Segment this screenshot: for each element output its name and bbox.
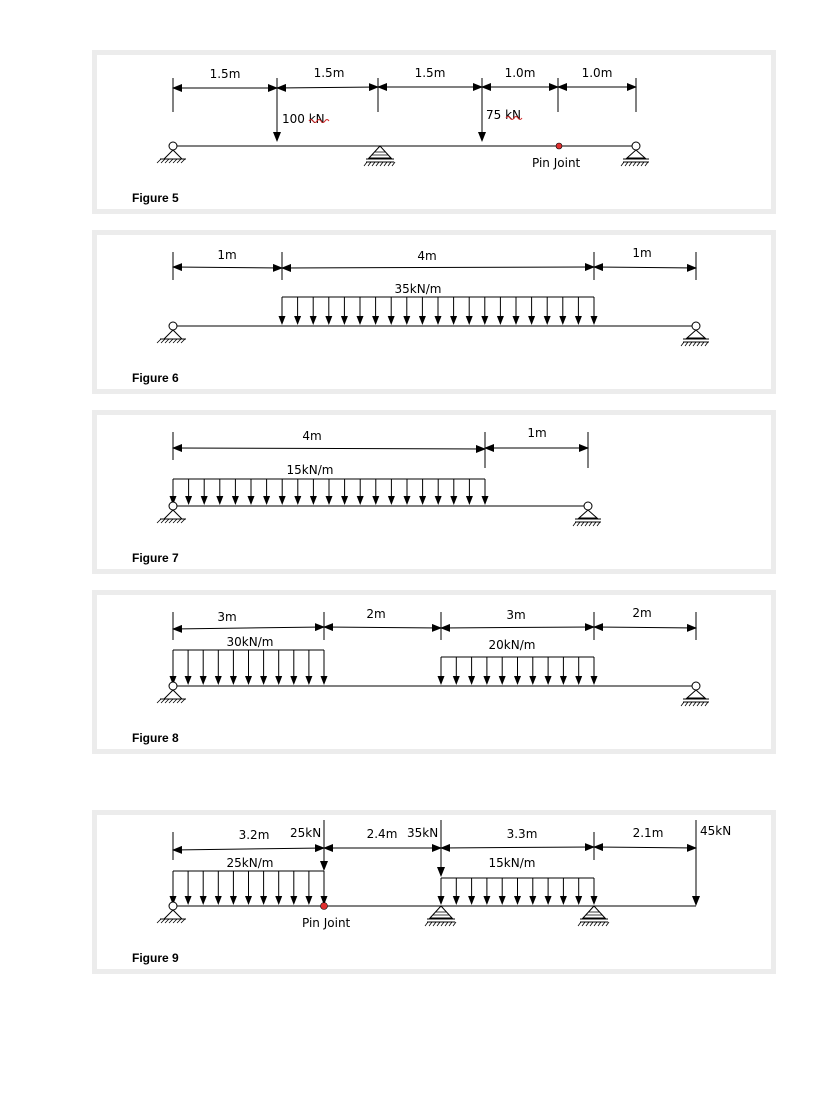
figure-caption: Figure 5 bbox=[132, 191, 179, 205]
point-load-label: 25kN bbox=[290, 826, 322, 840]
figure-9-diagram bbox=[92, 810, 776, 974]
middle-support bbox=[425, 906, 456, 926]
figure-5-diagram bbox=[92, 50, 776, 214]
middle-support bbox=[578, 906, 609, 926]
dim-label: 1m bbox=[217, 248, 237, 262]
pin-support bbox=[157, 502, 186, 523]
udl-label: 15kN/m bbox=[286, 463, 334, 477]
udl-label: 20kN/m bbox=[488, 638, 536, 652]
udl-arrow-head bbox=[419, 496, 426, 505]
udl-block bbox=[170, 479, 489, 505]
dim-label: 1.0m bbox=[581, 66, 613, 80]
udl-arrow-head bbox=[453, 676, 460, 685]
udl-arrow-head bbox=[499, 896, 506, 905]
udl-arrow-head bbox=[575, 676, 582, 685]
dim-line bbox=[173, 627, 324, 629]
udl-arrow-head bbox=[357, 496, 364, 505]
udl-arrow-head bbox=[453, 896, 460, 905]
udl-arrow-head bbox=[341, 496, 348, 505]
figure-caption: Figure 6 bbox=[132, 371, 179, 385]
udl-arrow-head bbox=[294, 316, 301, 325]
pin-support bbox=[157, 682, 186, 703]
udl-label: 35kN/m bbox=[394, 282, 442, 296]
udl-arrow-head bbox=[435, 496, 442, 505]
dim-line bbox=[173, 448, 485, 449]
figure-7-diagram bbox=[92, 410, 776, 574]
udl-arrow-head bbox=[232, 496, 239, 505]
udl-arrow-head bbox=[201, 496, 208, 505]
udl-arrow-head bbox=[185, 676, 192, 685]
dim-label: 1.5m bbox=[414, 66, 446, 80]
udl-arrow-head bbox=[260, 676, 267, 685]
dim-label: 2.1m bbox=[632, 826, 664, 840]
udl-arrow-head bbox=[230, 896, 237, 905]
udl-arrow-head bbox=[529, 896, 536, 905]
udl-arrow-head bbox=[466, 316, 473, 325]
dim-label: 2.4m bbox=[366, 827, 398, 841]
udl-arrow-head bbox=[388, 496, 395, 505]
udl-arrow-head bbox=[215, 676, 222, 685]
udl-arrow-head bbox=[513, 316, 520, 325]
udl-arrow-head bbox=[544, 316, 551, 325]
dim-line bbox=[173, 267, 282, 268]
udl-arrow-head bbox=[435, 316, 442, 325]
figure-caption: Figure 9 bbox=[132, 951, 179, 965]
dim-line bbox=[441, 847, 594, 848]
udl-arrow-head bbox=[481, 316, 488, 325]
udl-block bbox=[170, 650, 328, 685]
dim-line bbox=[594, 627, 696, 628]
udl-arrow-head bbox=[483, 896, 490, 905]
dim-line bbox=[282, 267, 594, 268]
udl-arrow-head bbox=[482, 496, 489, 505]
dim-label: 1m bbox=[527, 426, 547, 440]
udl-arrow-head bbox=[591, 896, 598, 905]
udl-block bbox=[438, 657, 598, 685]
figure-6-diagram bbox=[92, 230, 776, 394]
dim-label: 1.0m bbox=[504, 66, 536, 80]
udl-arrow-head bbox=[545, 896, 552, 905]
udl-arrow-head bbox=[514, 896, 521, 905]
udl-arrow-head bbox=[560, 676, 567, 685]
udl-arrow-head bbox=[200, 676, 207, 685]
udl-arrow-head bbox=[215, 896, 222, 905]
pin-joint-label: Pin Joint bbox=[302, 916, 351, 930]
udl-arrow-head bbox=[326, 496, 333, 505]
dim-label: 1.5m bbox=[209, 67, 241, 81]
udl-arrow-head bbox=[305, 896, 312, 905]
udl-arrow-head bbox=[294, 496, 301, 505]
udl-arrow-head bbox=[245, 896, 252, 905]
udl-arrow-head bbox=[310, 316, 317, 325]
udl-arrow-head bbox=[279, 316, 286, 325]
udl-arrow-head bbox=[559, 316, 566, 325]
udl-arrow-head bbox=[216, 496, 223, 505]
udl-block bbox=[170, 871, 328, 905]
dim-label: 3.3m bbox=[506, 827, 538, 841]
udl-arrow-head bbox=[528, 316, 535, 325]
udl-arrow-head bbox=[245, 676, 252, 685]
udl-arrow-head bbox=[438, 896, 445, 905]
pin-support bbox=[157, 322, 186, 343]
dim-line bbox=[173, 848, 324, 850]
figure-5-panel bbox=[92, 50, 776, 214]
udl-arrow-head bbox=[388, 316, 395, 325]
point-load-label: 45kN bbox=[700, 824, 732, 838]
udl-arrow-head bbox=[403, 316, 410, 325]
figure-caption: Figure 7 bbox=[132, 551, 179, 565]
dim-line bbox=[594, 847, 696, 848]
udl-arrow-head bbox=[372, 316, 379, 325]
pin-joint bbox=[321, 903, 328, 910]
pin-support bbox=[157, 142, 186, 163]
udl-arrow-head bbox=[357, 316, 364, 325]
udl-arrow-head bbox=[419, 316, 426, 325]
pin-support bbox=[157, 902, 186, 923]
figure-8-panel bbox=[92, 590, 776, 754]
udl-arrow-head bbox=[260, 896, 267, 905]
udl-arrow-head bbox=[279, 496, 286, 505]
udl-arrow-head bbox=[372, 496, 379, 505]
udl-arrow-head bbox=[545, 676, 552, 685]
dim-label: 3m bbox=[217, 610, 237, 624]
figure-7-panel bbox=[92, 410, 776, 574]
udl-label: 25kN/m bbox=[226, 856, 274, 870]
dim-label: 2m bbox=[632, 606, 652, 620]
middle-support bbox=[364, 146, 395, 166]
udl-arrow-head bbox=[560, 896, 567, 905]
dim-line bbox=[594, 267, 696, 268]
dim-label: 4m bbox=[302, 429, 322, 443]
figure-6-panel bbox=[92, 230, 776, 394]
figure-9-panel bbox=[92, 810, 776, 974]
pin-joint-label: Pin Joint bbox=[532, 156, 581, 170]
udl-arrow-head bbox=[499, 676, 506, 685]
point-load-label: 75 kN bbox=[486, 108, 522, 122]
udl-block bbox=[279, 297, 598, 325]
udl-arrow-head bbox=[404, 496, 411, 505]
udl-arrow-head bbox=[514, 676, 521, 685]
udl-arrow-head bbox=[275, 896, 282, 905]
dim-line bbox=[324, 627, 441, 628]
udl-arrow-head bbox=[468, 676, 475, 685]
dim-label: 4m bbox=[417, 249, 437, 263]
udl-arrow-head bbox=[468, 896, 475, 905]
udl-arrow-head bbox=[497, 316, 504, 325]
udl-arrow-head bbox=[200, 896, 207, 905]
udl-arrow-head bbox=[466, 496, 473, 505]
udl-arrow-head bbox=[575, 316, 582, 325]
udl-arrow-head bbox=[185, 896, 192, 905]
udl-arrow-head bbox=[290, 896, 297, 905]
figure-8-diagram bbox=[92, 590, 776, 754]
udl-arrow-head bbox=[450, 496, 457, 505]
dim-label: 1m bbox=[632, 246, 652, 260]
udl-arrow-head bbox=[321, 676, 328, 685]
pin-joint bbox=[556, 143, 562, 149]
dim-label: 3.2m bbox=[238, 828, 270, 842]
dim-label: 2m bbox=[366, 607, 386, 621]
figure-caption: Figure 8 bbox=[132, 731, 179, 745]
udl-label: 15kN/m bbox=[488, 856, 536, 870]
point-load-label: 35kN bbox=[407, 826, 439, 840]
udl-arrow-head bbox=[310, 496, 317, 505]
udl-arrow-head bbox=[591, 676, 598, 685]
udl-arrow-head bbox=[185, 496, 192, 505]
udl-label: 30kN/m bbox=[226, 635, 274, 649]
udl-arrow-head bbox=[341, 316, 348, 325]
udl-arrow-head bbox=[263, 496, 270, 505]
udl-arrow-head bbox=[325, 316, 332, 325]
udl-arrow-head bbox=[248, 496, 255, 505]
dim-line bbox=[441, 627, 594, 628]
udl-arrow-head bbox=[591, 316, 598, 325]
udl-block bbox=[438, 878, 598, 905]
udl-arrow-head bbox=[230, 676, 237, 685]
udl-arrow-head bbox=[575, 896, 582, 905]
udl-arrow-head bbox=[529, 676, 536, 685]
udl-arrow-head bbox=[483, 676, 490, 685]
dim-line bbox=[277, 87, 378, 88]
udl-arrow-head bbox=[290, 676, 297, 685]
dim-label: 3m bbox=[506, 608, 526, 622]
point-load-label: 100 kN bbox=[282, 112, 325, 126]
dim-label: 1.5m bbox=[313, 66, 345, 80]
udl-arrow-head bbox=[275, 676, 282, 685]
udl-arrow-head bbox=[450, 316, 457, 325]
udl-arrow-head bbox=[305, 676, 312, 685]
udl-arrow-head bbox=[438, 676, 445, 685]
